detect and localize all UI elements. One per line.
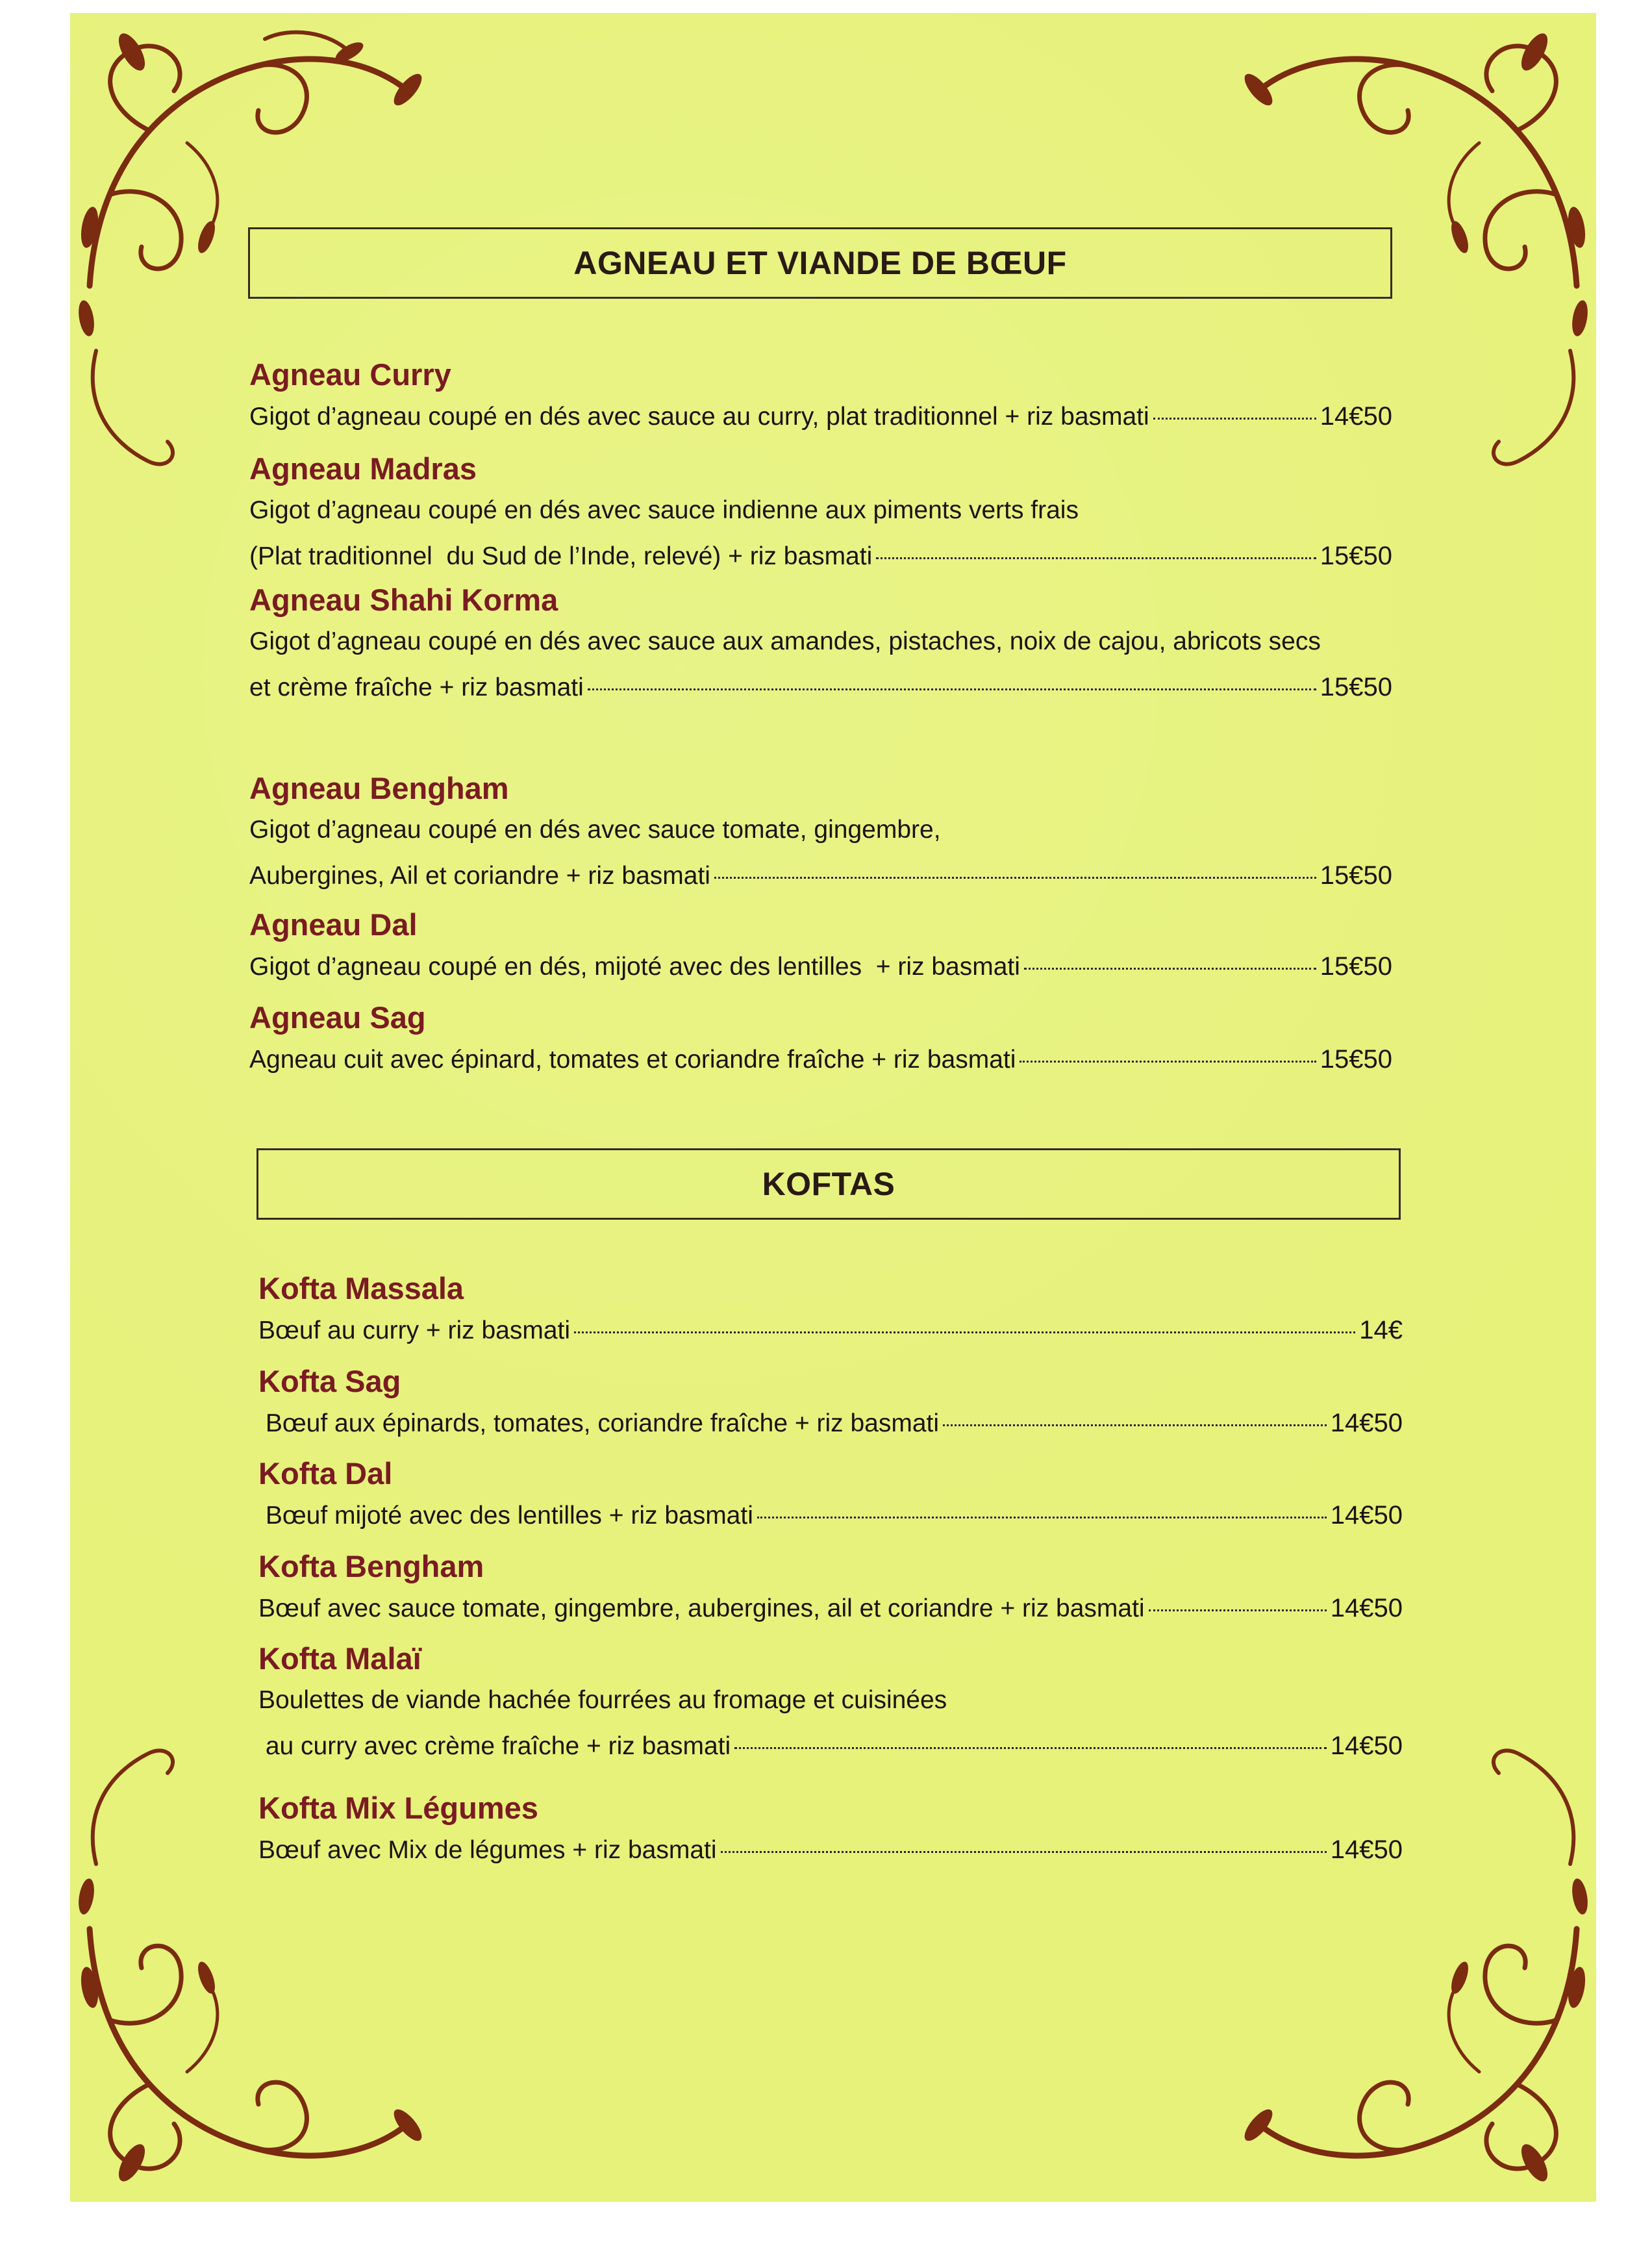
menu-item-description [258, 1307, 1403, 1354]
menu-item-name: Kofta Bengham [258, 1549, 484, 1583]
description-text: Gigot d’agneau coupé en dés avec sauce au curry, plat traditionnel + riz basmati [249, 403, 1149, 431]
menu-item [249, 999, 1392, 1083]
menu-item-name: Kofta Mix Légumes [258, 1791, 538, 1825]
menu-item-price: 14€ [1359, 1316, 1403, 1344]
description-line [249, 488, 1392, 533]
description-line [249, 533, 1392, 579]
description-text: (Plat traditionnel du Sud de l’Inde, relevé) + riz basmati [249, 542, 873, 570]
description-text: Bœuf aux épinards, tomates, coriandre fraîche + riz basmati [258, 1409, 940, 1437]
menu-item [249, 356, 1392, 440]
menu-item [249, 906, 1392, 990]
menu-item-description [249, 488, 1392, 579]
description-line [249, 1037, 1392, 1083]
description-text: au curry avec crème fraîche + riz basmati [258, 1732, 731, 1760]
description-line [249, 664, 1392, 711]
menu-item-name: Agneau Sag [249, 1000, 426, 1035]
description-line [258, 1827, 1403, 1873]
description-line [258, 1585, 1403, 1631]
dot-leader [574, 1331, 1355, 1333]
menu-item-price: 14€50 [1320, 402, 1392, 431]
description-text: Bœuf au curry + riz basmati [258, 1316, 571, 1344]
menu-item [258, 1640, 1403, 1769]
dot-leader [1149, 1609, 1327, 1611]
description-line [249, 394, 1392, 440]
dot-leader [943, 1424, 1327, 1426]
menu-item-price: 14€50 [1330, 1835, 1403, 1864]
dot-leader [588, 688, 1316, 690]
description-text: Boulettes de viande hachée fourrées au fromage et cuisinées [258, 1686, 947, 1714]
menu-item [258, 1789, 1403, 1873]
description-line [258, 1400, 1403, 1446]
section-title: KOFTAS [762, 1166, 895, 1202]
description-line [258, 1723, 1403, 1769]
menu-item-price: 15€50 [1320, 861, 1392, 890]
menu-item-price: 15€50 [1320, 673, 1392, 701]
section-title: AGNEAU ET VIANDE DE BŒUF [573, 245, 1067, 281]
section-header-koftas [257, 1148, 1401, 1220]
section-header-agneau [248, 227, 1392, 299]
menu-item [258, 1548, 1403, 1631]
menu-item-name: Kofta Dal [258, 1456, 393, 1491]
menu-item-description [258, 1678, 1403, 1769]
dot-leader [1153, 418, 1316, 420]
menu-item-name: Agneau Dal [249, 907, 418, 942]
menu-item-description [249, 807, 1392, 899]
dot-leader [734, 1747, 1327, 1749]
menu-item-name: Kofta Malaï [258, 1641, 421, 1676]
description-line [249, 944, 1392, 990]
description-text: Aubergines, Ail et coriandre + riz basmati [249, 862, 710, 890]
menu-item-price: 14€50 [1330, 1732, 1403, 1760]
description-text: Gigot d’agneau coupé en dés avec sauce indienne aux piments verts frais [249, 496, 1079, 524]
menu-item-name: Agneau Madras [249, 451, 477, 486]
menu-item [258, 1455, 1403, 1539]
menu-page [70, 13, 1596, 2202]
menu-item-description [249, 394, 1392, 440]
dot-leader [1020, 1061, 1316, 1063]
menu-item-price: 15€50 [1320, 542, 1392, 570]
menu-item [258, 1270, 1403, 1354]
dot-leader [721, 1851, 1327, 1853]
menu-item-description [258, 1827, 1403, 1873]
description-text: Bœuf avec Mix de légumes + riz basmati [258, 1836, 717, 1864]
menu-item [249, 450, 1392, 579]
menu-item-name: Agneau Bengham [249, 771, 509, 805]
menu-item [249, 770, 1392, 899]
description-line [258, 1307, 1403, 1354]
menu-item-price: 15€50 [1320, 952, 1392, 981]
dot-leader [714, 877, 1316, 879]
menu-item-name: Agneau Curry [249, 357, 451, 392]
menu-item-name: Agneau Shahi Korma [249, 583, 558, 617]
description-text: Agneau cuit avec épinard, tomates et coriandre fraîche + riz basmati [249, 1046, 1016, 1074]
menu-item-price: 15€50 [1320, 1045, 1392, 1074]
menu-item [258, 1363, 1403, 1446]
menu-item-description [249, 1037, 1392, 1083]
description-text: Bœuf mijoté avec des lentilles + riz basmati [258, 1502, 753, 1530]
description-text: Gigot d’agneau coupé en dés avec sauce tomate, gingembre, [249, 816, 941, 844]
description-line [258, 1678, 1403, 1723]
menu-item-description [249, 619, 1392, 711]
menu-item-description [258, 1400, 1403, 1446]
description-line [249, 807, 1392, 853]
description-line [249, 619, 1392, 664]
dot-leader [876, 557, 1316, 559]
description-text: Bœuf avec sauce tomate, gingembre, aubergines, ail et coriandre + riz basmati [258, 1594, 1145, 1622]
menu-item-description [258, 1493, 1403, 1539]
menu-item-name: Kofta Massala [258, 1271, 464, 1305]
dot-leader [1024, 968, 1316, 970]
description-text: et crème fraîche + riz basmati [249, 674, 584, 701]
menu-item-price: 14€50 [1330, 1501, 1403, 1530]
description-line [249, 853, 1392, 899]
description-text: Gigot d’agneau coupé en dés, mijoté avec des lentilles + riz basmati [249, 953, 1020, 981]
description-line [258, 1493, 1403, 1539]
menu-item [249, 581, 1392, 711]
menu-item-name: Kofta Sag [258, 1364, 401, 1398]
menu-item-price: 14€50 [1330, 1409, 1403, 1437]
menu-item-price: 14€50 [1330, 1594, 1403, 1622]
dot-leader [757, 1517, 1327, 1518]
description-text: Gigot d’agneau coupé en dés avec sauce aux amandes, pistaches, noix de cajou, abricots secs [249, 627, 1321, 655]
menu-item-description [249, 944, 1392, 990]
menu-item-description [258, 1585, 1403, 1631]
